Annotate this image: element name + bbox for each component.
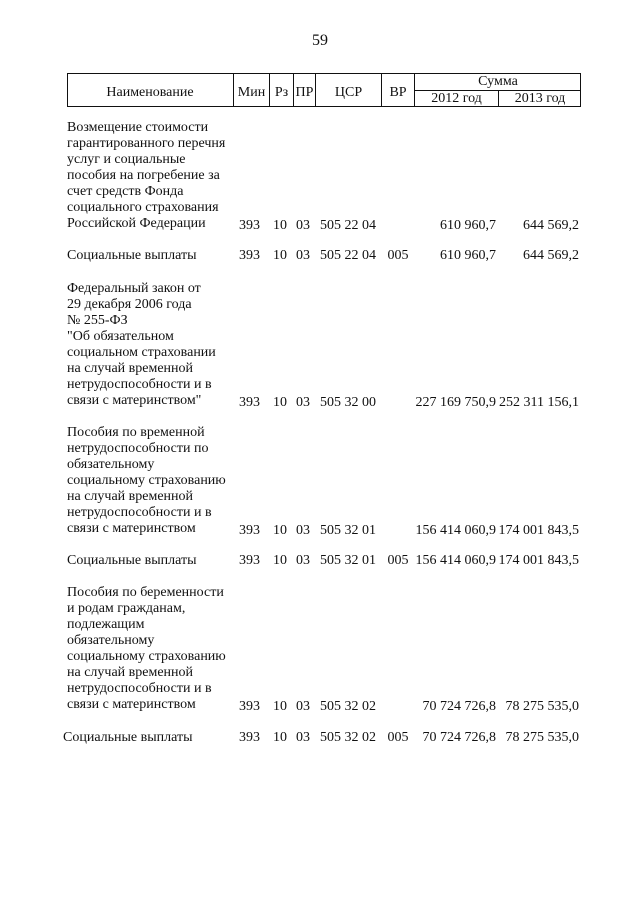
- row-name: Возмещение стоимости гарантированного перечня услуг и социальные пособия на погребение за счет средств Фонда социального страхования Российской Федерации: [67, 120, 226, 231]
- row-min: 393: [239, 699, 260, 714]
- header-sum: Сумма: [414, 73, 581, 90]
- row-vr: 005: [387, 730, 409, 745]
- row-rz: 10: [273, 699, 287, 714]
- row-sum-2012: 156 414 060,9: [415, 523, 496, 538]
- row-name: Социальные выплаты: [67, 248, 197, 263]
- header-year-2012: 2012 год: [414, 90, 498, 107]
- row-min: 393: [239, 218, 260, 233]
- row-pr: 03: [296, 395, 310, 410]
- row-vr: 005: [387, 553, 409, 568]
- table-row: [0, 730, 640, 746]
- row-sum-2012: 227 169 750,9: [415, 395, 496, 410]
- row-csr: 505 22 04: [320, 248, 376, 263]
- row-min: 393: [239, 523, 260, 538]
- row-pr: 03: [296, 523, 310, 538]
- header-pr: ПР: [293, 73, 315, 107]
- table-row: [0, 553, 640, 569]
- row-rz: 10: [273, 395, 287, 410]
- row-name: Пособия по беременности и родам гражданам, подлежащим обязательному социальному страхованию на случай временной нетрудоспособности и в связи с материнством: [67, 585, 226, 712]
- row-pr: 03: [296, 248, 310, 263]
- row-csr: 505 32 02: [320, 730, 376, 745]
- table-row: [0, 425, 640, 539]
- row-sum-2013: 252 311 156,1: [499, 395, 579, 410]
- table-row: [0, 585, 640, 715]
- row-min: 393: [239, 730, 260, 745]
- row-name: Социальные выплаты: [63, 730, 193, 745]
- header-rz: Рз: [269, 73, 293, 107]
- header-name: Наименование: [106, 85, 194, 100]
- table-row: [0, 281, 640, 411]
- row-sum-2013: 78 275 535,0: [505, 730, 579, 745]
- row-sum-2012: 156 414 060,9: [415, 553, 496, 568]
- row-name: Социальные выплаты: [67, 553, 197, 568]
- row-name: Пособия по временной нетрудоспособности по обязательному социальному страхованию на случай временной нетрудоспособности и в связи с материнством: [67, 425, 226, 536]
- row-csr: 505 32 01: [320, 553, 376, 568]
- row-rz: 10: [273, 553, 287, 568]
- table-row: [0, 248, 640, 264]
- row-vr: 005: [387, 248, 409, 263]
- row-rz: 10: [273, 730, 287, 745]
- header-vr: ВР: [381, 73, 414, 107]
- row-sum-2012: 70 724 726,8: [422, 730, 496, 745]
- row-csr: 505 32 02: [320, 699, 376, 714]
- row-sum-2013: 78 275 535,0: [505, 699, 579, 714]
- row-pr: 03: [296, 218, 310, 233]
- row-csr: 505 32 00: [320, 395, 376, 410]
- header-csr: ЦСР: [315, 73, 381, 107]
- page-number: 59: [312, 32, 328, 49]
- row-rz: 10: [273, 218, 287, 233]
- row-pr: 03: [296, 553, 310, 568]
- header-year-2013: 2013 год: [498, 90, 581, 107]
- row-sum-2012: 610 960,7: [440, 218, 496, 233]
- row-sum-2012: 610 960,7: [440, 248, 496, 263]
- row-sum-2013: 174 001 843,5: [498, 523, 579, 538]
- row-sum-2013: 174 001 843,5: [498, 553, 579, 568]
- row-csr: 505 32 01: [320, 523, 376, 538]
- row-min: 393: [239, 553, 260, 568]
- row-name: Федеральный закон от 29 декабря 2006 года № 255-ФЗ "Об обязательном социальном страховании на случай временной нетрудоспособности и в связи с материнством": [67, 281, 216, 408]
- table-row: [0, 120, 640, 234]
- row-csr: 505 22 04: [320, 218, 376, 233]
- header-min: Мин: [233, 73, 269, 107]
- row-sum-2013: 644 569,2: [523, 218, 579, 233]
- row-rz: 10: [273, 523, 287, 538]
- row-sum-2012: 70 724 726,8: [422, 699, 496, 714]
- row-rz: 10: [273, 248, 287, 263]
- row-pr: 03: [296, 699, 310, 714]
- row-sum-2013: 644 569,2: [523, 248, 579, 263]
- row-pr: 03: [296, 730, 310, 745]
- row-min: 393: [239, 248, 260, 263]
- row-min: 393: [239, 395, 260, 410]
